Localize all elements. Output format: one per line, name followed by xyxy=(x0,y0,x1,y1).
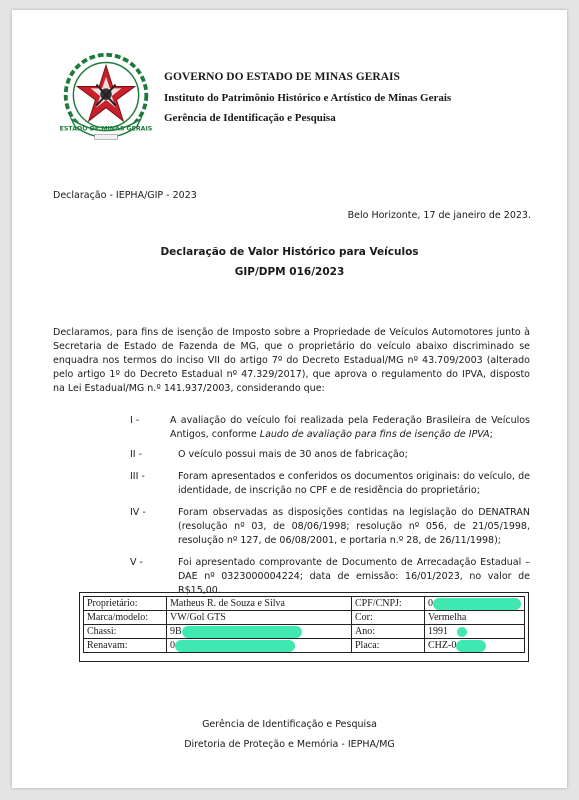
item-text: Foram apresentados e conferidos os documentos originais: do veículo, de identidade, de inscrição no CPF e de residência do proprietário; xyxy=(178,471,530,496)
item-number: II - xyxy=(130,449,143,460)
model-value: VW/Gol GTS xyxy=(167,611,352,625)
redaction-mark xyxy=(175,640,295,652)
list-item xyxy=(130,414,530,442)
institution-header xyxy=(164,72,451,133)
item-text-after: ; xyxy=(489,429,493,440)
state-seal-logo xyxy=(58,50,154,146)
document-title: Declaração de Valor Histórico para Veículos xyxy=(160,246,419,258)
item-number: IV - xyxy=(130,507,146,518)
vehicle-data-box xyxy=(79,592,529,662)
table-row xyxy=(84,597,525,611)
plate-value: CHZ-0 xyxy=(428,640,457,651)
item-text xyxy=(170,414,530,442)
vehicle-data-table xyxy=(83,596,525,653)
redaction-mark xyxy=(182,626,302,638)
document-reference: Declaração - IEPHA/GIP - 2023 xyxy=(53,190,197,201)
table-row xyxy=(84,639,525,653)
year-value: 1991 xyxy=(428,626,448,637)
item-text: Foram observadas as disposições contidas na legislação do DENATRAN (resolução nº 03, de 08/06/1998; resolução nº 056, de 21/05/1998, resolução nº 127, de 06/08/2001, e portaria n.º 28, de 26/11/1998); xyxy=(178,507,530,546)
item-number: I - xyxy=(130,415,140,426)
signature-block xyxy=(12,715,567,755)
item-text-main: A avaliação do veículo foi realizada pela Federação Brasileira de Veículos Antigos, conforme xyxy=(170,415,530,440)
document-date: Belo Horizonte, 17 de janeiro de 2023. xyxy=(347,210,531,221)
year-label: Ano: xyxy=(352,625,425,639)
year-cell xyxy=(425,625,525,639)
chassis-label: Chassi: xyxy=(84,625,167,639)
item-text-italic: Laudo de avaliação para fins de isenção de IPVA xyxy=(259,429,490,440)
list-item xyxy=(130,470,530,498)
table-row xyxy=(84,611,525,625)
document-title-block xyxy=(12,242,567,282)
footer-department: Gerência de Identificação e Pesquisa xyxy=(202,719,377,730)
renavam-value: 0 xyxy=(170,640,175,651)
table-row xyxy=(84,625,525,639)
renavam-cell xyxy=(167,639,352,653)
item-text: Foi apresentado comprovante de Documento de Arrecadação Estadual – DAE nº 0323000004224; data de emissão: 16/01/2023, no valor de R$15,00. xyxy=(178,557,530,596)
list-item xyxy=(130,448,530,462)
cpf-label: CPF/CNPJ: xyxy=(352,597,425,611)
owner-value: Matheus R. de Souza e Silva xyxy=(167,597,352,611)
redaction-mark xyxy=(433,598,521,610)
owner-label: Proprietário: xyxy=(84,597,167,611)
renavam-label: Renavam: xyxy=(84,639,167,653)
list-item xyxy=(130,506,530,548)
chassis-cell xyxy=(167,625,352,639)
footer-directorate: Diretoria de Proteção e Memória - IEPHA/MG xyxy=(184,739,395,750)
item-text: O veículo possui mais de 30 anos de fabricação; xyxy=(178,449,408,460)
document-number: GIP/DPM 016/2023 xyxy=(234,266,345,278)
header-line-department: Gerência de Identificação e Pesquisa xyxy=(164,111,336,124)
document-page xyxy=(12,10,567,788)
item-number: III - xyxy=(130,471,145,482)
intro-paragraph: Declaramos, para fins de isenção de Imposto sobre a Propriedade de Veículos Automotores junto à Secretaria de Estado de Fazenda de MG, que o proprietário do veículo abaixo discriminado se enquadra nos termos do inciso VII do artigo 7º do Decreto Estadual/MG nº 43.709/2003 (alterado pelo artigo 1º do Decreto Estadual nº 47.329/2017), que aprova o regulamento do IPVA, disposto na Lei Estadual/MG n.º 141.937/2003, considerando que: xyxy=(53,327,530,394)
redaction-mark xyxy=(457,627,467,637)
redaction-mark xyxy=(456,640,486,652)
color-label: Cor: xyxy=(352,611,425,625)
cpf-value: 0 xyxy=(428,598,433,609)
seal-text: ESTADO DE MINAS GERAIS xyxy=(59,125,153,133)
color-value: Vermelha xyxy=(425,611,525,625)
item-number: V - xyxy=(130,557,143,568)
header-line-institute: Instituto do Patrimônio Histórico e Artístico de Minas Gerais xyxy=(164,91,452,104)
plate-label: Placa: xyxy=(352,639,425,653)
chassis-value: 9B xyxy=(170,626,182,637)
model-label: Marca/modelo: xyxy=(84,611,167,625)
cpf-cell xyxy=(425,597,525,611)
considerations-list xyxy=(130,414,530,598)
plate-cell xyxy=(425,639,525,653)
header-line-government: GOVERNO DO ESTADO DE MINAS GERAIS xyxy=(164,71,400,83)
